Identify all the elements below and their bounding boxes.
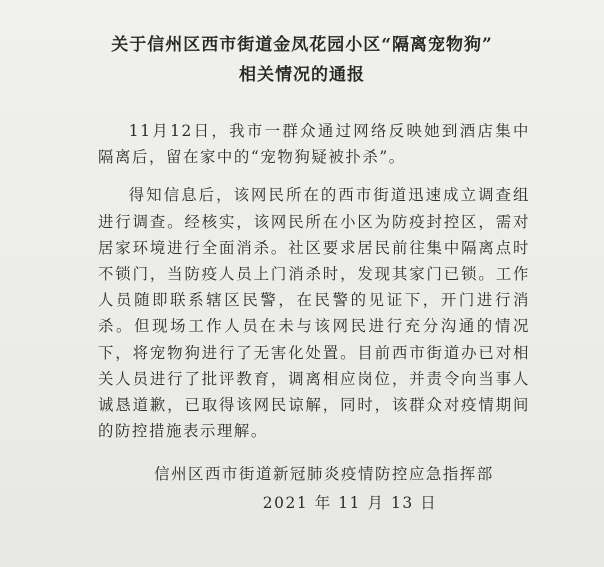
notice-paragraph-2: 得知信息后，该网民所在的西市街道迅速成立调查组进行调查。经核实，该网民所在小区为防疫封控区，需对居家环境进行全面消杀。社区要求居民前往集中隔离点时不锁门，当防疫人员上门消杀时，发现其家门已锁。工作人员随即联系辖区民警，在民警的见证下，开门进行消杀。但现场工作人员在未与该网民进行充分沟通的情况下，将宠物狗进行了无害化处置。目前西市街道办已对相关人员进行了批评教育，调离相应岗位，并责令向当事人诚恳道歉，已取得该网民谅解，同时，该群众对疫情期间的防控措施表示理解。 xyxy=(98,186,530,441)
notice-body xyxy=(98,118,530,444)
issue-date: 2021 年 11 月 13 日 xyxy=(262,494,438,512)
notice-title-line-2: 相关情况的通报 xyxy=(239,65,365,85)
issuer-signature: 信州区西市街道新冠肺炎疫情防控应急指挥部 xyxy=(154,465,494,483)
notice-title-line-1: 关于信州区西市街道金凤花园小区“隔离宠物狗” xyxy=(111,35,493,55)
notice-paragraph-1: 11月12日，我市一群众通过网络反映她到酒店集中隔离后，留在家中的“宠物狗疑被扑杀”。 xyxy=(98,122,530,167)
